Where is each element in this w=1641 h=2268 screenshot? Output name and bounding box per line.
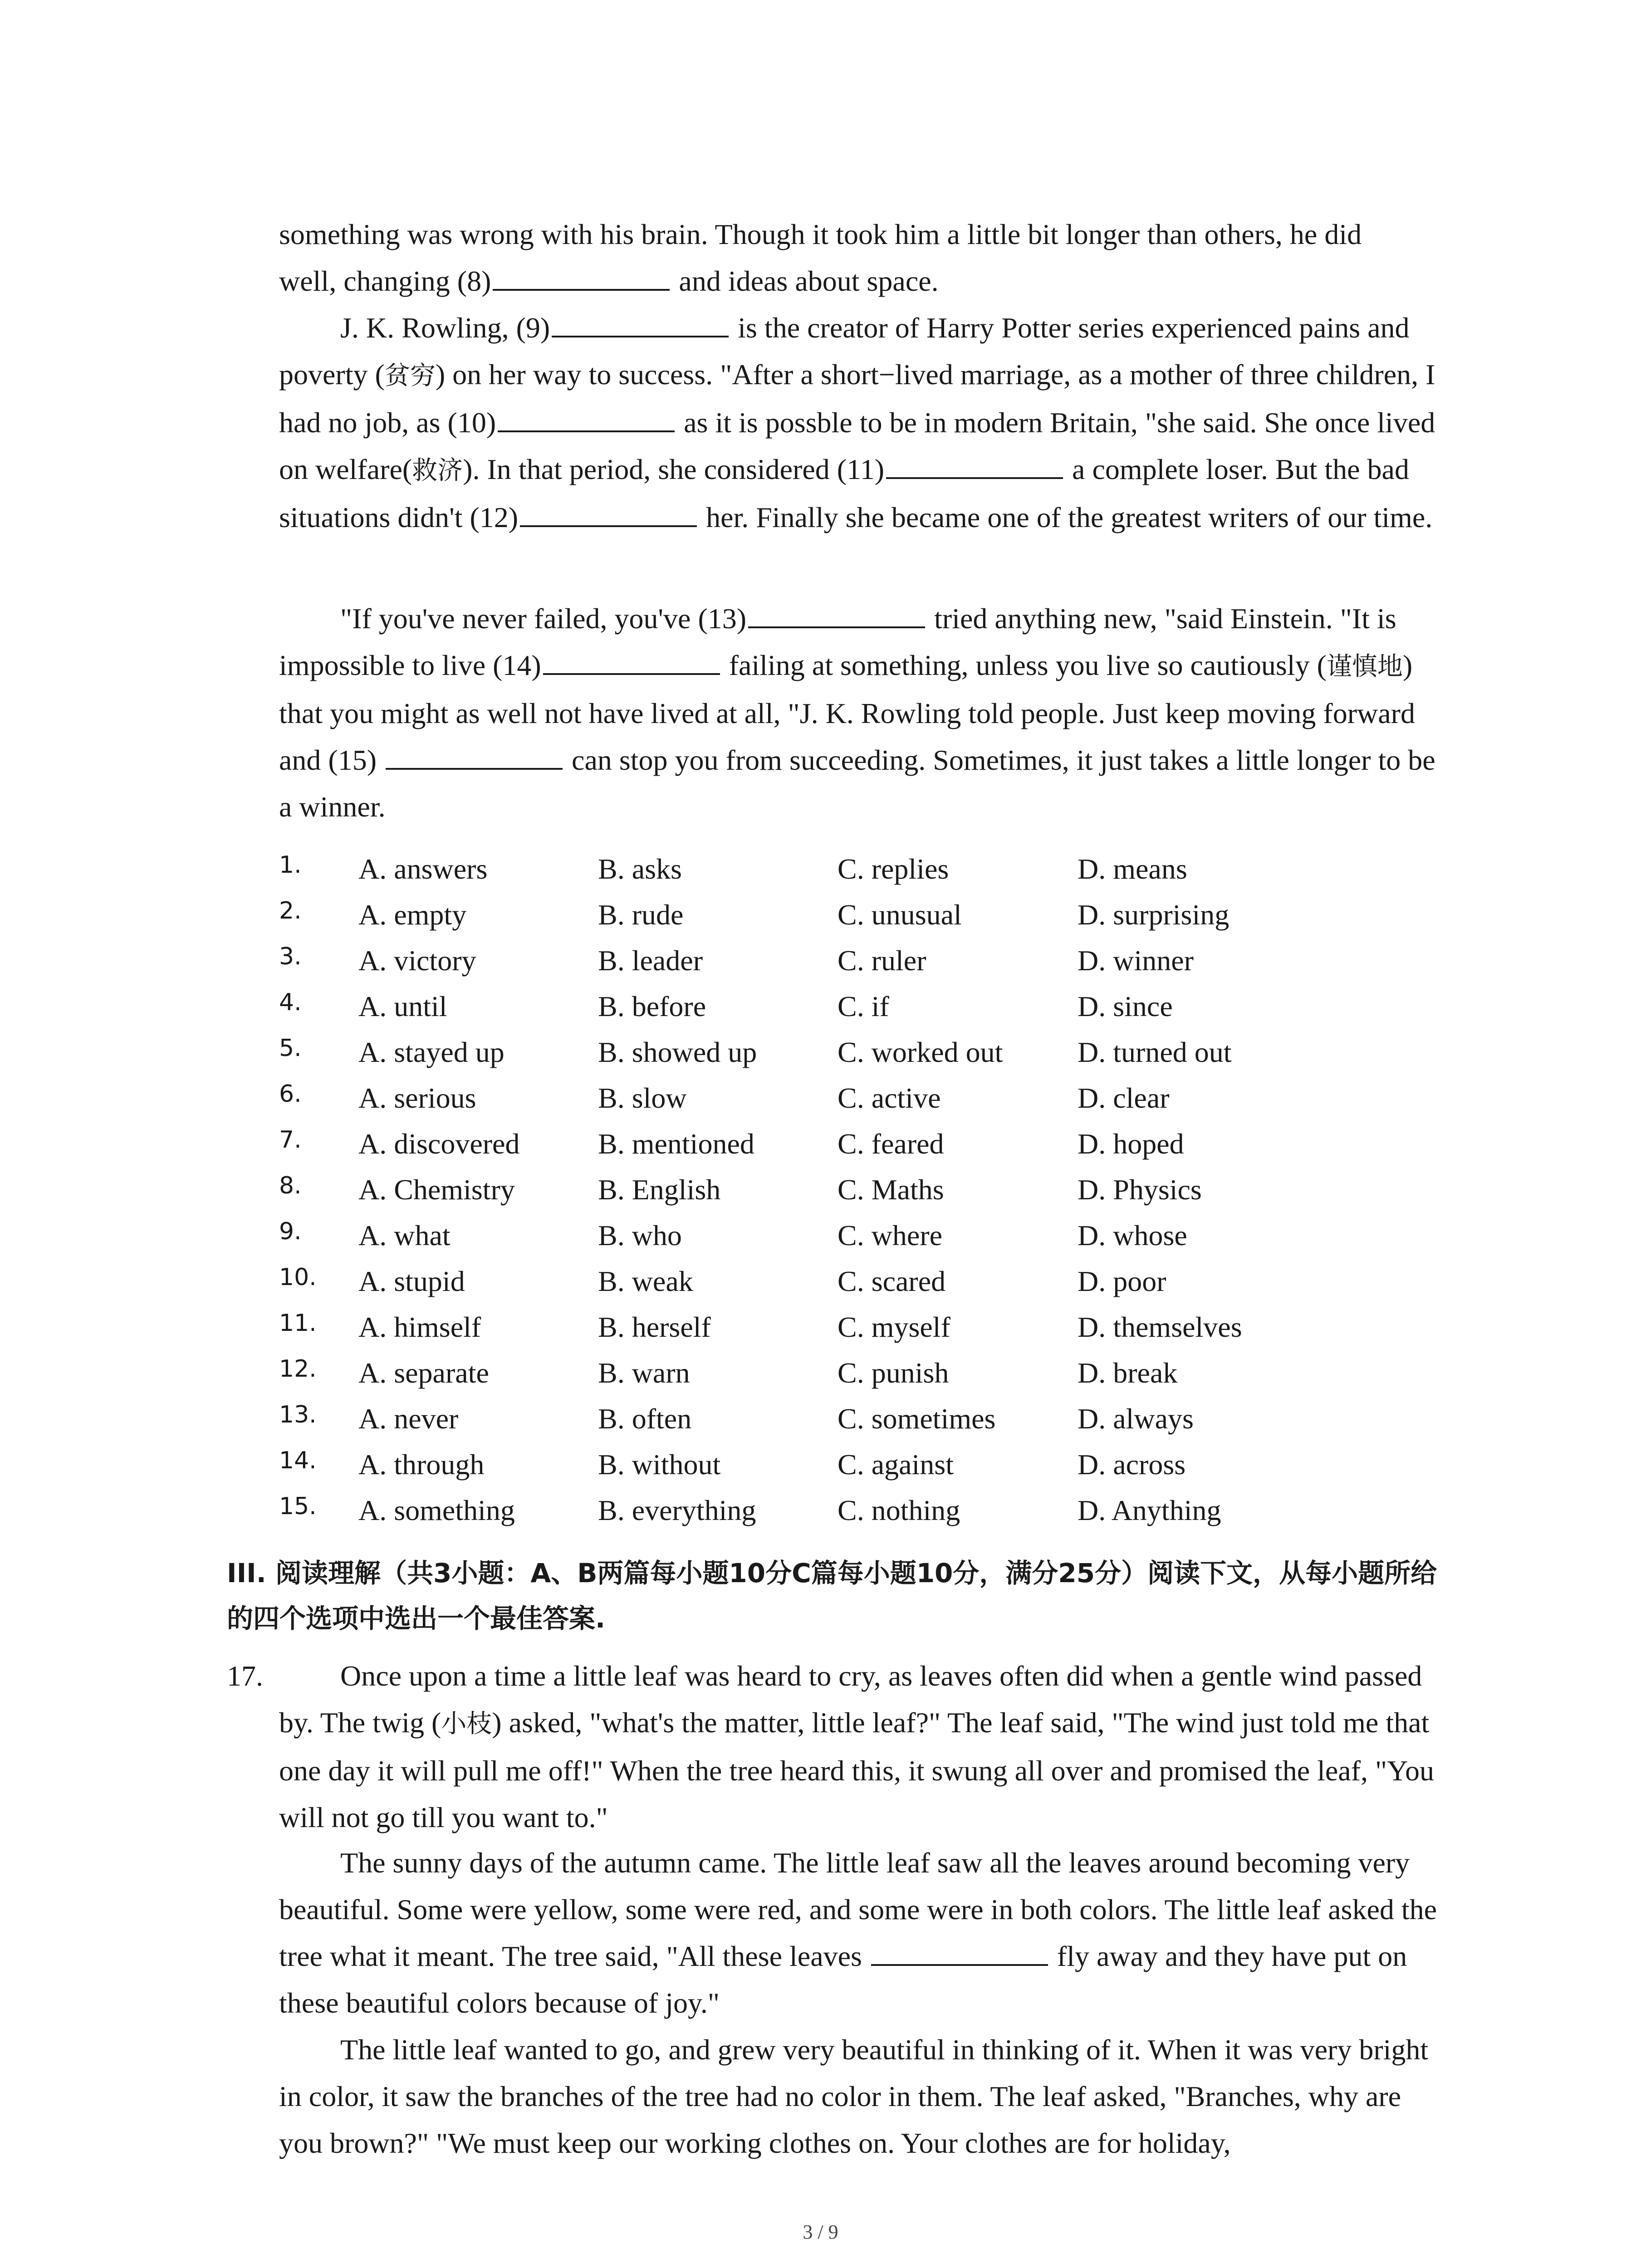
option-c[interactable]: C. scared: [838, 1265, 946, 1297]
passage-text: can stop you from succeeding. Sometimes, it just takes a little longer to be a winner.: [279, 744, 1435, 823]
option-b[interactable]: B. English: [598, 1173, 721, 1206]
option-d[interactable]: D. across: [1078, 1448, 1186, 1481]
option-d[interactable]: D. since: [1078, 990, 1173, 1022]
option-d[interactable]: D. hoped: [1078, 1128, 1184, 1160]
option-c[interactable]: C. punish: [838, 1357, 949, 1389]
passage-paragraph-2: [279, 304, 1440, 541]
option-b[interactable]: B. weak: [598, 1265, 693, 1297]
blank-15[interactable]: [386, 741, 563, 770]
option-row: [279, 938, 1440, 983]
option-row: [279, 1350, 1440, 1396]
option-c[interactable]: C. where: [838, 1219, 943, 1251]
question-number: 5.: [279, 1035, 302, 1062]
blank-11[interactable]: [886, 450, 1063, 479]
passage-text: her. Finally she became one of the greatest writers of our time.: [699, 501, 1433, 533]
option-b[interactable]: B. showed up: [598, 1036, 757, 1068]
option-row: [279, 1075, 1440, 1121]
passage-text: ) on her way to success. "After a short−lived marriage, as a mother of three children, I had no job, as (10): [279, 358, 1435, 439]
option-row: [279, 983, 1440, 1029]
option-a[interactable]: A. empty: [358, 899, 467, 931]
blank-13[interactable]: [748, 599, 925, 628]
option-c[interactable]: C. worked out: [838, 1036, 1003, 1068]
option-row: [279, 1029, 1440, 1075]
passage-text: J. K. Rowling, (9): [340, 312, 550, 344]
option-a[interactable]: A. never: [358, 1403, 459, 1435]
passage-text: well, changing (8): [279, 265, 491, 297]
option-b[interactable]: B. leader: [598, 944, 703, 977]
story-text: The little leaf wanted to go, and grew very beautiful in thinking of it. When it was very bright in color, it saw the branches of the tree had no color in them. The leaf asked, "Branches, why are you brown?" "We must keep our working clothes on. Your clothes are for holiday,: [279, 2033, 1429, 2159]
option-row: [279, 1212, 1440, 1258]
question-number: 6.: [279, 1080, 302, 1108]
option-b[interactable]: B. who: [598, 1219, 682, 1251]
question-number: 8.: [279, 1172, 302, 1199]
option-d[interactable]: D. winner: [1078, 944, 1194, 977]
story-text: fly away and they have put on these beautiful colors because of joy.": [279, 1940, 1407, 2019]
option-c[interactable]: C. nothing: [838, 1494, 960, 1526]
option-c[interactable]: C. feared: [838, 1128, 944, 1160]
option-a[interactable]: A. discovered: [358, 1128, 520, 1160]
passage-text: "If you've never failed, you've (13): [340, 602, 747, 635]
option-row: [279, 1258, 1440, 1304]
option-c[interactable]: C. unusual: [838, 899, 962, 931]
blank-8[interactable]: [493, 262, 670, 291]
option-d[interactable]: D. whose: [1078, 1219, 1187, 1251]
story-blank[interactable]: [871, 1937, 1048, 1966]
option-d[interactable]: D. surprising: [1078, 899, 1230, 931]
option-d[interactable]: D. clear: [1078, 1082, 1170, 1114]
option-a[interactable]: A. himself: [358, 1311, 481, 1343]
option-b[interactable]: B. rude: [598, 899, 684, 931]
option-b[interactable]: B. mentioned: [598, 1128, 754, 1160]
passage-text: tried anything new, "said Einstein. "It is impossible to live (14): [279, 602, 1396, 681]
option-d[interactable]: D. break: [1078, 1357, 1178, 1389]
question-number: 7.: [279, 1126, 302, 1154]
option-row: [279, 1121, 1440, 1167]
passage-text: failing at something, unless you live so cautiously (: [721, 649, 1327, 681]
passage-paragraph-1: [279, 211, 1440, 304]
option-c[interactable]: C. active: [838, 1082, 941, 1114]
blank-10[interactable]: [498, 403, 675, 432]
option-d[interactable]: D. poor: [1078, 1265, 1166, 1297]
option-c[interactable]: C. Maths: [838, 1173, 944, 1206]
option-a[interactable]: A. separate: [358, 1357, 489, 1389]
passage-text: ). In that period, she considered (11): [463, 453, 885, 485]
story-text: ) asked, "what's the matter, little leaf?" The leaf said, "The wind just told me that one day it will pull me off!" When the tree heard this, it swung all over and promised the leaf, "You will not go till you want to.": [279, 1706, 1434, 1833]
option-b[interactable]: B. often: [598, 1403, 692, 1435]
option-a[interactable]: A. stupid: [358, 1265, 465, 1297]
passage-text: and ideas about space.: [671, 265, 939, 297]
page-number: 3 / 9: [803, 2221, 838, 2243]
chinese-gloss: 救济: [412, 456, 463, 485]
question-number: 15.: [279, 1493, 317, 1520]
blank-12[interactable]: [520, 498, 697, 527]
option-c[interactable]: C. myself: [838, 1311, 950, 1343]
story-text: The sunny days of the autumn came. The little leaf saw all the leaves around becoming very beautiful. Some were yellow, some were red, and some were in both colors. The little leaf asked the tree what it meant. The tree said, "All these leaves: [279, 1847, 1437, 1972]
question-number: 10.: [279, 1264, 317, 1291]
option-a[interactable]: A. serious: [358, 1082, 476, 1114]
option-row: [279, 1442, 1440, 1487]
option-c[interactable]: C. ruler: [838, 944, 926, 977]
option-a[interactable]: A. until: [358, 990, 447, 1022]
story-paragraph-1: [279, 1652, 1440, 1841]
option-a[interactable]: A. through: [358, 1448, 485, 1481]
option-a[interactable]: A. Chemistry: [358, 1173, 515, 1206]
option-d[interactable]: D. means: [1078, 853, 1187, 885]
question-number: 1.: [279, 851, 302, 879]
question-number: 11.: [279, 1310, 317, 1337]
blank-14[interactable]: [543, 646, 720, 675]
passage-paragraph-3: [279, 595, 1440, 830]
question-number-17: 17.: [227, 1660, 263, 1692]
option-b[interactable]: B. everything: [598, 1494, 756, 1526]
option-a[interactable]: A. stayed up: [358, 1036, 505, 1068]
section-heading: III. 阅读理解（共3小题：A、B两篇每小题10分C篇每小题10分，满分25分）阅读下文，从每小题所给的四个选项中选出一个最佳答案.: [227, 1558, 1437, 1634]
story-paragraph-2: [279, 1839, 1440, 2026]
option-row: [279, 1396, 1440, 1442]
option-row: [279, 846, 1440, 892]
option-a[interactable]: A. something: [358, 1494, 515, 1526]
question-number: 13.: [279, 1401, 317, 1428]
option-row: [279, 892, 1440, 938]
chinese-gloss: 谨慎地: [1326, 652, 1403, 681]
passage-text: ) that you might as well not have lived at all, "J. K. Rowling told people. Just keep moving forward and (15): [279, 649, 1415, 776]
option-row: [279, 1487, 1440, 1533]
option-d[interactable]: D. always: [1078, 1403, 1194, 1435]
option-b[interactable]: B. asks: [598, 853, 682, 885]
option-d[interactable]: D. turned out: [1078, 1036, 1232, 1068]
option-b[interactable]: B. herself: [598, 1311, 711, 1343]
option-a[interactable]: A. victory: [358, 944, 476, 977]
question-number: 12.: [279, 1355, 317, 1383]
option-row: [279, 1167, 1440, 1212]
chinese-gloss: 小枝: [441, 1709, 492, 1739]
option-c[interactable]: C. against: [838, 1448, 954, 1481]
option-d[interactable]: D. Physics: [1078, 1173, 1202, 1206]
option-c[interactable]: C. replies: [838, 853, 949, 885]
question-number: 2.: [279, 897, 302, 924]
option-d[interactable]: D. Anything: [1078, 1494, 1221, 1526]
passage-text: a complete loser. But the bad situations didn't (12): [279, 453, 1409, 533]
question-number: 3.: [279, 943, 302, 970]
blank-9[interactable]: [552, 308, 729, 337]
option-c[interactable]: C. if: [838, 990, 889, 1022]
passage-text: as it is possble to be in modern Britain, "she said. She once lived on welfare(: [279, 406, 1435, 485]
answer-options-list: [279, 846, 1440, 1533]
question-number: 4.: [279, 989, 302, 1016]
option-c[interactable]: C. sometimes: [838, 1403, 996, 1435]
option-b[interactable]: B. warn: [598, 1357, 690, 1389]
option-a[interactable]: A. what: [358, 1219, 451, 1251]
option-a[interactable]: A. answers: [358, 853, 488, 885]
question-number: 14.: [279, 1447, 317, 1474]
passage-text: something was wrong with his brain. Though it took him a little bit longer than others, he did: [279, 218, 1362, 250]
story-paragraph-3: [279, 2026, 1440, 2166]
option-d[interactable]: D. themselves: [1078, 1311, 1242, 1343]
option-b[interactable]: B. before: [598, 990, 706, 1022]
option-row: [279, 1304, 1440, 1350]
story-text: Once upon a time a little leaf was heard to cry, as leaves often did when a gentle wind passed by. The twig (: [279, 1660, 1422, 1739]
chinese-gloss: 贫穷: [384, 361, 436, 391]
passage-text: is the creator of Harry Potter series experienced pains and poverty (: [279, 312, 1410, 391]
option-b[interactable]: B. without: [598, 1448, 721, 1481]
option-b[interactable]: B. slow: [598, 1082, 687, 1114]
question-number: 9.: [279, 1218, 302, 1245]
